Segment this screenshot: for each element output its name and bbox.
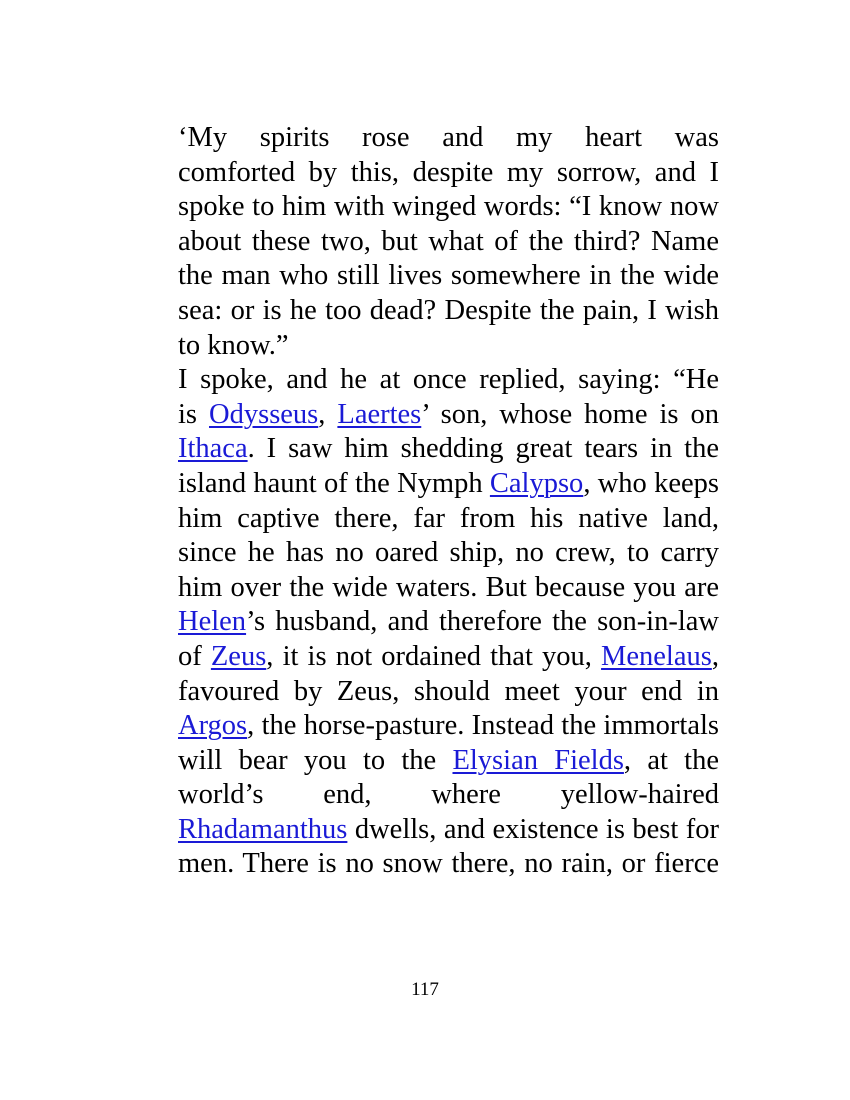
link-rhadamanthus[interactable]: Rhadamanthus [178, 813, 348, 845]
text-line: world’s end, where yellow-haired [178, 779, 719, 811]
text-line: of Zeus, it is not ordained that you, Menelaus, [178, 640, 719, 672]
text-line: about these two, but what of the third? Name [178, 225, 719, 257]
paragraph-1 [130, 121, 719, 363]
text-line: Helen’s husband, and therefore the son-in-law [178, 606, 719, 638]
link-laertes[interactable]: Laertes [337, 398, 422, 430]
text-line: him captive there, far from his native land, [178, 502, 719, 534]
page-body [130, 121, 719, 882]
text-line: comforted by this, despite my sorrow, and I [178, 156, 719, 188]
link-calypso[interactable]: Calypso [489, 467, 584, 499]
text-line: will bear you to the Elysian Fields, at the [178, 744, 719, 776]
text-line: since he has no oared ship, no crew, to carry [178, 537, 719, 569]
link-menelaus[interactable]: Menelaus [601, 640, 712, 672]
text-line: sea: or is he too dead? Despite the pain, I wish [178, 294, 719, 326]
text-line: spoke to him with winged words: “I know now [178, 191, 719, 223]
text-line: favoured by Zeus, should meet your end in [178, 675, 719, 707]
text-line: men. There is no snow there, no rain, or fierce [178, 848, 719, 880]
text-line: is Odysseus, Laertes’ son, whose home is on [178, 398, 719, 430]
text-line: island haunt of the Nymph Calypso, who keeps [178, 467, 719, 499]
text-line: I spoke, and he at once replied, saying: “He [178, 364, 719, 396]
text-line: Rhadamanthus dwells, and existence is best for [178, 813, 719, 845]
link-argos[interactable]: Argos [178, 710, 248, 742]
text-line: the man who still lives somewhere in the wide [178, 260, 719, 292]
text-line: Argos, the horse-pasture. Instead the immortals [178, 710, 719, 742]
text-line: ‘My spirits rose and my heart was [178, 122, 719, 153]
page-number: 117 [411, 979, 439, 1000]
text-line: him over the wide waters. But because you are [178, 571, 719, 603]
link-helen[interactable]: Helen [178, 606, 247, 638]
link-ithaca[interactable]: Ithaca [178, 433, 248, 465]
link-elysian-fields[interactable]: Elysian Fields [452, 744, 624, 776]
paragraph-2 [130, 363, 719, 882]
text-line: Ithaca. I saw him shedding great tears in the [178, 433, 719, 465]
link-zeus[interactable]: Zeus [210, 640, 267, 672]
link-odysseus[interactable]: Odysseus [209, 398, 319, 430]
text-line: to know.” [178, 329, 289, 361]
